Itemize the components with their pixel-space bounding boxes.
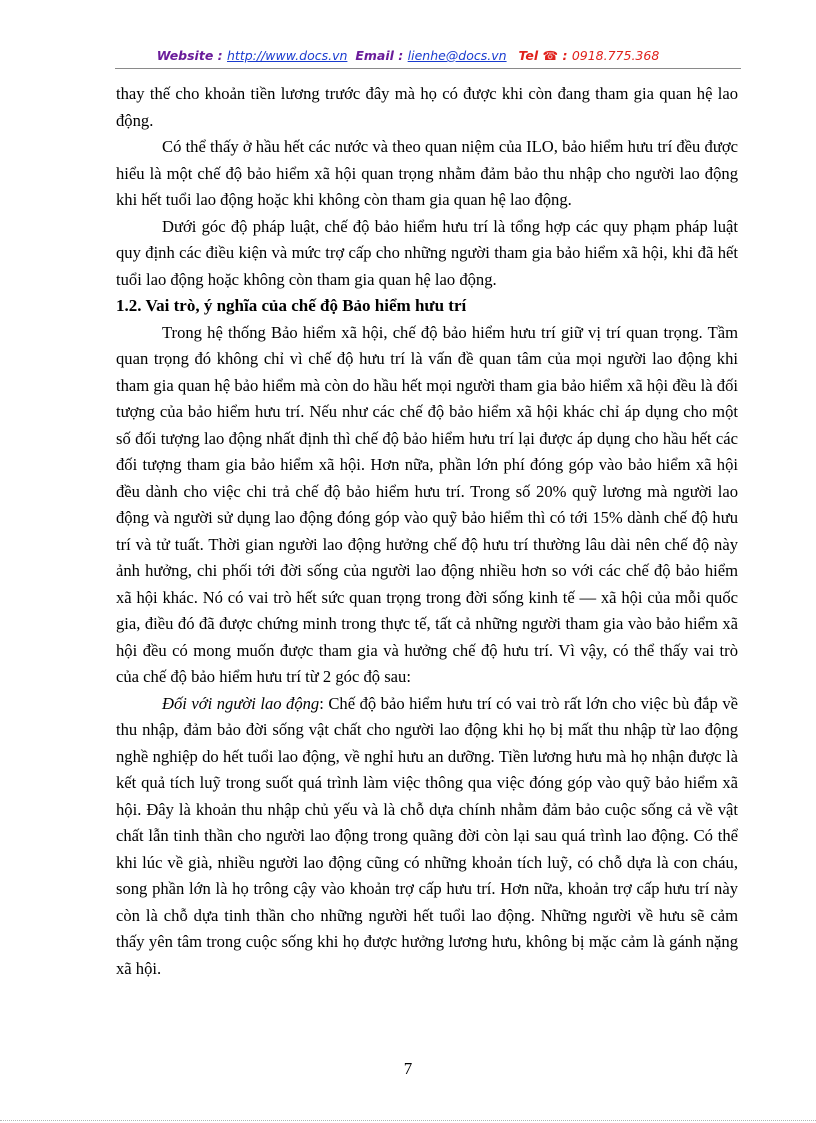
footer-divider <box>0 1120 816 1121</box>
website-link[interactable]: http://www.docs.vn <box>227 48 348 63</box>
tel-label: Tel ☎ : <box>518 48 572 63</box>
section-heading: 1.2. Vai trò, ý nghĩa của chế độ Bảo hiểm hưu trí <box>116 296 467 315</box>
email-label: Email : <box>355 48 408 63</box>
paragraph-legal-definition: Dưới góc độ pháp luật, chế độ bảo hiểm hưu trí là tổng hợp các quy phạm pháp luật quy định các điều kiện và mức trợ cấp cho những người tham gia bảo hiểm xã hội, khi đã hết tuổi lao động hoặc không còn tham gia quan hệ lao động. <box>116 216 738 289</box>
website-label: Website : <box>156 48 227 63</box>
tel-number: 0918.775.368 <box>571 48 660 63</box>
paragraph-workers-text: : Chế độ bảo hiểm hưu trí có vai trò rất lớn cho việc bù đắp về thu nhập, đảm bảo đời sống vật chất cho người lao động khi họ bị mất thu nhập từ lao động nghề nghiệp do hết tuổi lao động, về nghỉ hưu an dưỡng. Tiền lương hưu mà họ nhận được là kết quả tích luỹ trong suốt quá trình làm việc thông qua việc đóng góp vào quỹ bảo hiểm xã hội. Đây là khoản thu nhập chủ yếu và là chỗ dựa chính nhằm đảm bảo cuộc sống cả về vật chất lẫn tinh thần cho người lao động trong quãng đời còn lại sau quá trình lao động. Có thể khi lúc về già, nhiều người lao động cũng có những khoản tích luỹ, có chỗ dựa là con cháu, song phần lớn là họ trông cậy vào khoản trợ cấp hưu trí. Hơn nữa, khoản trợ cấp hưu trí này còn là chỗ dựa tinh thần cho những người hết tuổi lao động. Những người về hưu sẽ cảm thấy yên tâm trong cuộc sống khi họ được hưởng lương hưu, không bị mặc cảm là gánh nặng xã hội. <box>116 693 738 978</box>
header-divider <box>115 68 741 69</box>
paragraph-role-importance: Trong hệ thống Bảo hiểm xã hội, chế độ bảo hiểm hưu trí giữ vị trí quan trọng. Tầm quan trọng đó không chỉ vì chế độ hưu trí là vấn đề quan tâm của mọi người lao động khi tham gia quan hệ bảo hiểm mà còn do hầu hết mọi người tham gia bảo hiểm xã hội đều là đối tượng của bảo hiểm hưu trí. Nếu như các chế độ bảo hiểm xã hội khác chỉ áp dụng cho một số đối tượng lao động nhất định thì chế độ bảo hiểm hưu trí lại được áp dụng cho hầu hết các đối tượng tham gia bảo hiểm xã hội. Hơn nữa, phần lớn phí đóng góp vào bảo hiểm xã hội đều dành cho việc chi trả chế độ bảo hiểm hưu trí. Trong số 20% quỹ lương mà người lao động và người sử dụng lao động đóng góp vào quỹ bảo hiểm thì có tới 15% dành chế độ hưu trí và tử tuất. Thời gian người lao động hưởng chế độ hưu trí thường lâu dài nên chế độ này ảnh hưởng, chi phối tới đời sống của người lao động nhiều hơn so với các chế độ bảo hiểm xã hội khác. Nó có vai trò hết sức quan trọng trong đời sống kinh tế — xã hội của mỗi quốc gia, điều đó đã được chứng minh trong thực tế, tất cả những người tham gia vào bảo hiểm xã hội đều có mong muốn được tham gia và hưởng chế độ hưu trí. Vì vậy, có thể thấy vai trò của chế độ bảo hiểm hưu trí từ 2 góc độ sau: <box>116 322 738 686</box>
paragraph-continuation: thay thế cho khoản tiền lương trước đây mà họ có được khi còn đang tham gia quan hệ lao động. <box>116 84 738 130</box>
document-body <box>116 81 738 982</box>
paragraph-lead-italic: Đối với người lao động <box>162 693 320 713</box>
email-link[interactable]: lienhe@docs.vn <box>407 48 507 63</box>
paragraph-for-workers <box>116 691 738 983</box>
page-number: 7 <box>403 1059 413 1078</box>
page-header <box>0 47 816 65</box>
paragraph-ilo-definition: Có thể thấy ở hầu hết các nước và theo quan niệm của ILO, bảo hiểm hưu trí đều được hiểu là một chế độ bảo hiểm xã hội quan trọng nhằm đảm bảo thu nhập cho người lao động khi hết tuổi lao động hoặc khi không còn tham gia quan hệ lao động. <box>116 137 738 209</box>
